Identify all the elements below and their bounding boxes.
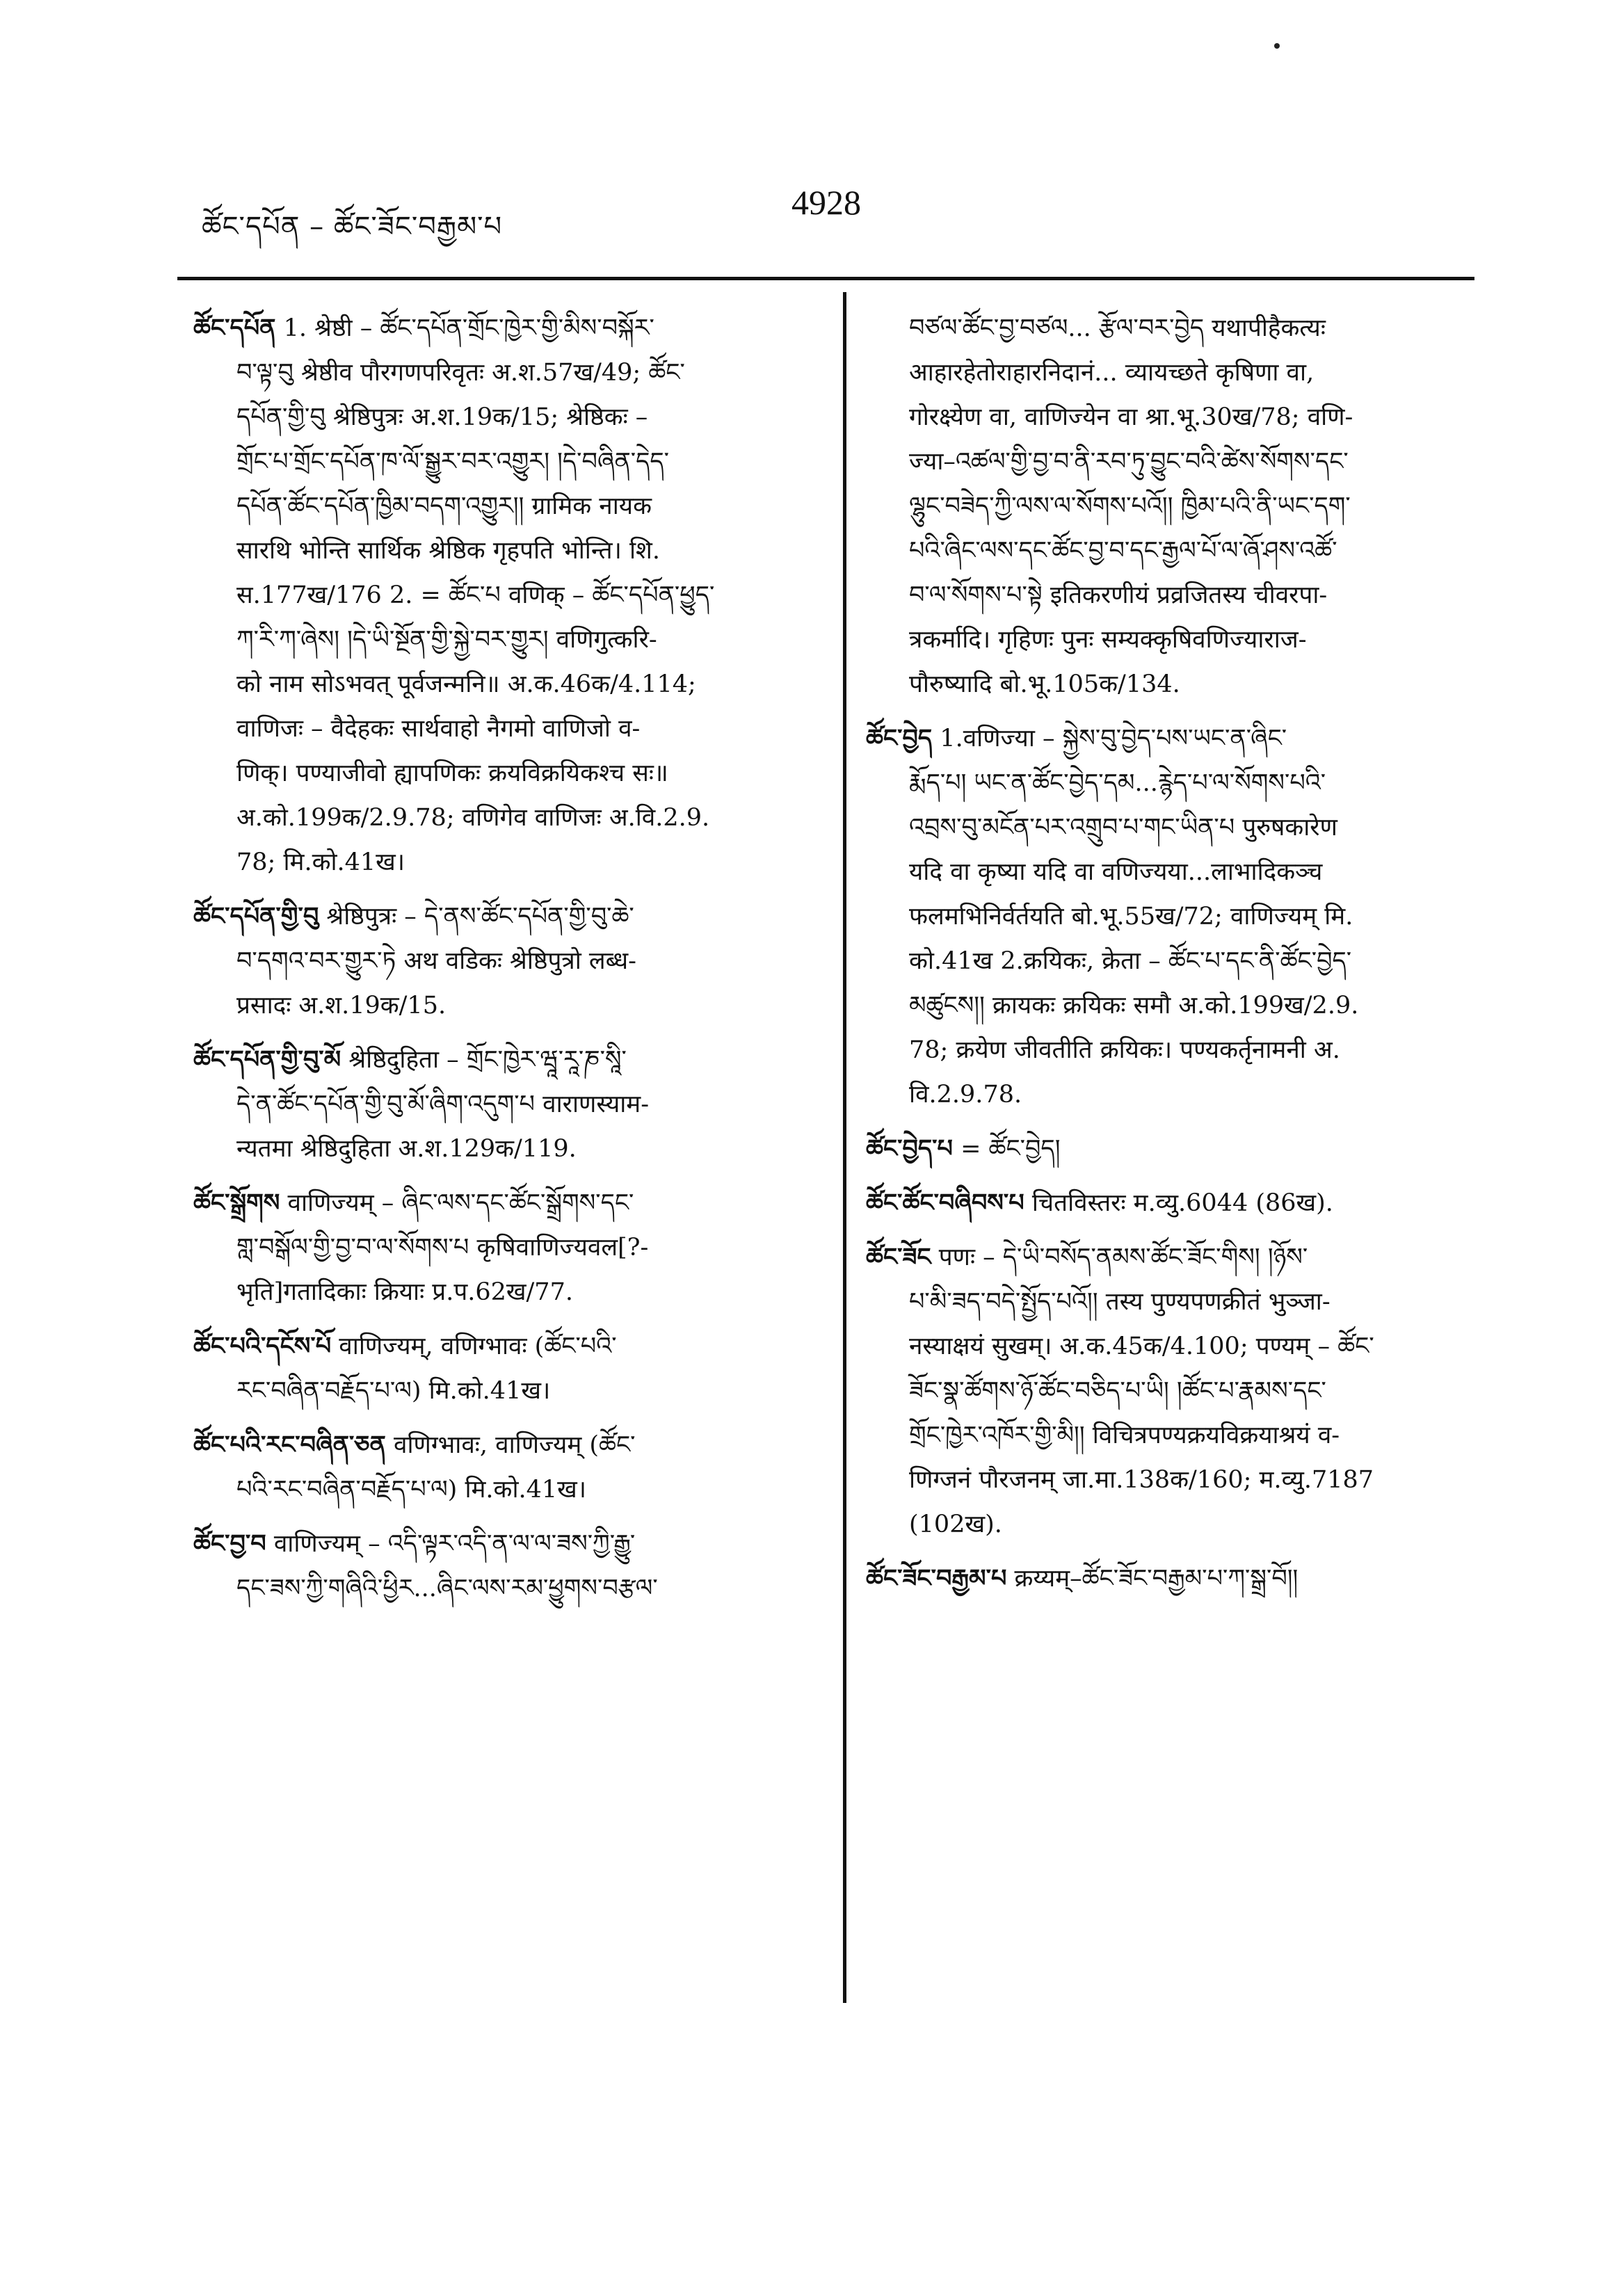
header-rule [177, 277, 1474, 280]
entry-text: = ཚོང་བྱེད། [952, 1135, 1061, 1163]
dictionary-entry [193, 1324, 819, 1413]
entry-text: क्रय्यम्–ཚོང་ཟོང་བརྒྱམ་པ་ཀ་སྒྲ་བོ།། [1006, 1565, 1299, 1593]
entry-text: 1.वणिज्या – སྐྱེས་བུ་བྱེད་པས་ཡང་ན་ཞིང་ རྨོད་པ། ཡང་ན་ཚོང་བྱེད་དམ...རྙེད་པ་ལ་སོགས་པའི་ འབྲས་བུ་མངོན་པར་འགྲུབ་པ་གང་ཡིན་པ पुरुषकारेण यदि वा कृष्या यदि वा वणिज्यया...लाभादिकञ्च फलमभिनिर्वर्तयति बो.भू.55ख/72; वाणिज्यम् मि. को.41ख 2.क्रयिकः, क्रेता – ཚོང་པ་དང་ནི་ཚོང་བྱེད་ མཚུངས།། क्रायकः क्रयिकः समौ अ.को.199ख/2.9. 78; क्रयेण जीवतीति क्रयिकः। पण्यकर्तृनामनी अ. वि.2.9.78. [909, 725, 1359, 1109]
dictionary-entry [866, 1235, 1488, 1547]
entry-headword: ཚོང་ཟོང [866, 1243, 931, 1271]
dictionary-entry [193, 1423, 819, 1512]
entry-headword: ཚོང་དཔོན [193, 314, 276, 342]
entry-headword: ཚོང་ཟོང་བརྒྱམ་པ [866, 1564, 1007, 1593]
dictionary-entry [866, 716, 1488, 1117]
entry-text: चितविस्तरः म.व्यु.6044 (86ख). [1024, 1189, 1333, 1217]
entry-text: 1. श्रेष्ठी – ཚོང་དཔོན་གྲོང་ཁྱེར་གྱི་མིས་བསྐོར་ བ་ལྟ་བུ श्रेष्ठीव पौरगणपरिवृतः अ.श.57ख/49; ཚོང་ དཔོན་གྱི་བུ श्रेष्ठिपुत्रः अ.श.19क/15; श्रेष्ठिकः – གྲོང་པ་གྲོང་དཔོན་ཁ་ལོ་སྒྱུར་བར་འགྱུར། །དེ་བཞིན་དེད་ དཔོན་ཚོང་དཔོན་ཁྱིམ་བདག་འགྱུར།། ग्रामिक नायक सारथि भोन्ति सार्थिक श्रेष्ठिक गृहपति भोन्ति। शि. स.177ख/176 2. = ཚོང་པ वणिक् – ཚོང་དཔོན་ཕྱུད་ ཀ་རི་ཀ་ཞེས། །དེ་ཡི་སྔོན་གྱི་སྐྱེ་བར་གྱུར། वणिगुत्करि- को नाम सोऽभवत् पूर्वजन्मनि॥ अ.क.46क/4.114; वाणिजः – वैदेहकः सार्थवाहो नैगमो वाणिजो व- णिक्। पण्याजीवो ह्यापणिकः क्रयविक्रयिकश्च सः॥ अ.को.199क/2.9.78; वणिगेव वाणिजः अ.वि.2.9. 78; मि.को.41ख। [236, 314, 715, 876]
column-divider [843, 292, 846, 2003]
entry-headword: ཚོང་སྒྲོགས [193, 1189, 280, 1217]
dictionary-entry [193, 1522, 819, 1611]
dictionary-entry [193, 894, 819, 1028]
dictionary-entry [866, 1556, 1488, 1601]
entry-headword: ཚོང་བྱེད་པ [866, 1134, 953, 1163]
entry-text: श्रेष्ठिपुत्रः – དེ་ནས་ཚོང་དཔོན་གྱི་བུ་ཆེ་ བ་དགའ་བར་གྱུར་ཏེ अथ वडिकः श्रेष्ठिपुत्रो लब्ध- प्रसादः अ.श.19क/15. [236, 903, 636, 1020]
running-head: ཚོང་དཔོན – ཚོང་ཟོང་བརྒྱམ་པ [202, 211, 503, 243]
entry-text: पणः – དེ་ཡི་བསོད་ནམས་ཚོང་ཟོང་གིས། །ཉོས་ པ་མི་ཟད་བདེ་སྤྱོད་པའོ།། तस्य पुण्यपणक्रीतं भुञ्जा- नस्याक्षयं सुखम्। अ.क.45क/4.100; पण्यम् – ཚོང་ ཟོང་སྣ་ཚོགས་ཉོ་ཚོང་བཅིད་པ་ཡི། །ཚོང་པ་རྣམས་དང་ གྲོང་ཁྱེར་འཁོར་གྱི་མི།། विचित्रपण्यक्रयविक्रयाश्रयं व- णिग्जनं पौरजनम् जा.मा.138क/160; म.व्यु.7187 (102ख). [909, 1243, 1374, 1538]
entry-text: वाणिज्यम् – ཞིང་ལས་དང་ཚོང་སྒྲོགས་དང་ གླ་བསྒོལ་གྱི་བྱ་བ་ལ་སོགས་པ कृषिवाणिज्यवल[?- भृति]गतादिकाः क्रियाः प्र.प.62ख/77. [236, 1189, 649, 1306]
entry-headword: ཚོང་དཔོན་གྱི་བུ [193, 902, 319, 931]
dictionary-entry [866, 1181, 1488, 1225]
page-number: 4928 [791, 183, 861, 222]
entry-headword: ཚོང་ཚོང་བཞིབས་པ [866, 1189, 1024, 1217]
entry-headword: ཚོང་བྱ་བ [193, 1529, 266, 1558]
entry-text: वणिग्भावः, वाणिज्यम् (ཚོང་ པའི་རང་བཞིན་བརྗོད་པ་ལ) मि.को.41ख। [236, 1431, 636, 1504]
entry-text: བཙལ་ཚོང་བྱ་བཙལ... རྩོལ་བར་བྱེད यथापीहैकत्यः आहारहेतोराहारनिदानं... व्यायच्छते कृषिणा वा, गोरक्ष्येण वा, वाणिज्येन वा श्रा.भू.30ख/78; वणि- ज्या–འཚལ་གྱི་བྱ་བ་ནི་རབ་ཏུ་བྱུང་བའི་ཚེས་སོགས་དང་ ལྷུང་བཟེད་ཀྱི་ལས་ལ་སོགས་པའོ།། ཁྱིམ་པའི་ནི་ཡང་དག་ པའི་ཞིང་ལས་དང་ཚོང་བྱ་བ་དང་རྒྱལ་པོ་ལ་ཞོ་ཤས་འཚོ་ བ་ལ་སོགས་པ་སྟེ इतिकरणीयं प्रव्रजितस्य चीवरपा- त्रकर्मादि। गृहिणः पुनः सम्यक्कृषिवणिज्याराज- पौरुष्यादि बो.भू.105क/134. [909, 314, 1353, 698]
entry-text: वाणिज्यम्, वणिग्भावः (ཚོང་པའི་ རང་བཞིན་བརྗོད་པ་ལ) मि.को.41ख। [236, 1333, 617, 1405]
entry-continuation [866, 306, 1488, 707]
entry-headword: ཚོང་བྱེད [866, 724, 933, 752]
entry-text: वाणिज्यम् – འདི་ལྟར་འདི་ན་ལ་ལ་ཟས་ཀྱི་རྒྱུ་ དང་ཟས་ཀྱི་གཞིའི་ཕྱིར...ཞིང་ལས་རམ་ཕྱུགས་བརྩལ་ [236, 1530, 658, 1602]
entry-text: श्रेष्ठिदुहिता – གྲོང་ཁྱེར་ཝཱ་རཱ་ཎ་སཱི་ དེ་ན་ཚོང་དཔོན་གྱི་བུ་མོ་ཞིག་འདུག་པ वाराणस्याम- न्यतमा श्रेष्ठिदुहिता अ.श.129क/119. [236, 1046, 650, 1163]
left-column [193, 306, 819, 1620]
ink-speck [1274, 43, 1280, 49]
dictionary-entry [193, 1038, 819, 1171]
page-header [202, 182, 1474, 245]
dictionary-entry [193, 1181, 819, 1314]
entry-headword: ཚོང་དཔོན་གྱི་བུ་མོ [193, 1045, 341, 1074]
dictionary-entry [866, 1127, 1488, 1171]
right-column [866, 306, 1488, 1611]
dictionary-entry [193, 306, 819, 885]
entry-headword: ཚོང་པའི་དངོས་པོ [193, 1332, 332, 1360]
entry-headword: ཚོང་པའི་རང་བཞིན་ཅན [193, 1431, 386, 1459]
